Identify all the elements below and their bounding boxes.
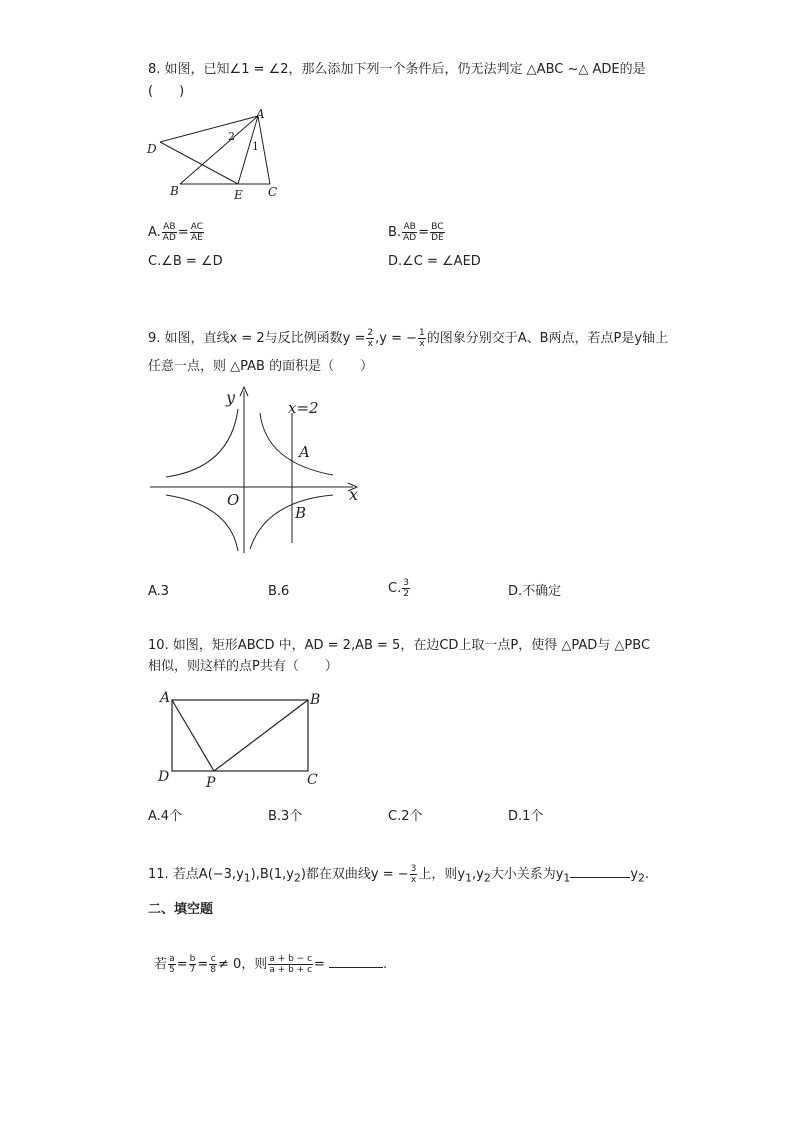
option-prefix: B. bbox=[388, 225, 402, 240]
fraction-3-over-2 bbox=[402, 578, 410, 599]
fraction-c-over-8 bbox=[209, 954, 217, 975]
equals-sign: = bbox=[314, 957, 325, 972]
q8-option-d[interactable]: D.∠C = ∠AED bbox=[388, 254, 481, 269]
label-B: B bbox=[170, 184, 179, 198]
line-AC bbox=[258, 116, 270, 184]
q8-option-c[interactable]: C.∠B = ∠D bbox=[148, 254, 223, 269]
q11-stem bbox=[148, 864, 649, 888]
denominator: DE bbox=[431, 233, 444, 243]
denominator: a + b + c bbox=[269, 965, 313, 975]
label-origin: O bbox=[227, 491, 240, 509]
label-y: y bbox=[226, 388, 236, 407]
numerator: BC bbox=[431, 222, 444, 232]
numerator: 2 bbox=[367, 328, 374, 338]
q10-option-a[interactable]: A.4个 bbox=[148, 809, 183, 824]
equals-sign: = bbox=[176, 957, 188, 972]
denominator: 8 bbox=[210, 965, 217, 975]
answer-blank[interactable] bbox=[570, 865, 630, 878]
q9-figure bbox=[148, 383, 368, 558]
q10-figure bbox=[150, 686, 330, 794]
q10-option-c[interactable]: C.2个 bbox=[388, 809, 423, 824]
label-angle-1: 1 bbox=[252, 140, 259, 153]
fraction-expression bbox=[268, 954, 313, 975]
line-AP bbox=[172, 700, 214, 771]
label-D: D bbox=[147, 142, 157, 156]
q11-text: y bbox=[630, 867, 639, 882]
label-D: D bbox=[158, 769, 170, 785]
label-B: B bbox=[310, 692, 321, 708]
q9-option-b[interactable]: B.6 bbox=[268, 584, 290, 599]
fraction-b-over-7 bbox=[189, 954, 197, 975]
q11-text: . bbox=[644, 867, 650, 882]
fraction-a-over-5 bbox=[168, 954, 176, 975]
subscript: 2 bbox=[483, 871, 491, 885]
denominator: AD bbox=[403, 233, 417, 243]
numerator: AC bbox=[190, 222, 204, 232]
numerator: AB bbox=[403, 222, 416, 232]
q9-option-d[interactable]: D.不确定 bbox=[508, 584, 562, 599]
denominator: 2 bbox=[403, 589, 409, 599]
numerator: 3 bbox=[403, 578, 409, 588]
subscript: 1 bbox=[243, 871, 251, 885]
q9-text-part2: ,y = − bbox=[375, 331, 418, 346]
label-A: A bbox=[160, 690, 171, 706]
equals-sign: = bbox=[197, 957, 209, 972]
denominator: 5 bbox=[169, 965, 175, 975]
fraction-3-over-x bbox=[410, 864, 418, 885]
q8-option-b[interactable] bbox=[388, 222, 446, 243]
label-A: A bbox=[299, 443, 310, 461]
fill1-text: . bbox=[382, 957, 388, 972]
q10-option-d[interactable]: D.1个 bbox=[508, 809, 544, 824]
label-P: P bbox=[206, 775, 216, 791]
option-prefix: A. bbox=[148, 225, 161, 240]
q11-text: ),B(1,y bbox=[250, 867, 294, 882]
answer-blank[interactable] bbox=[329, 955, 383, 968]
label-x: x bbox=[349, 485, 359, 504]
label-E: E bbox=[234, 188, 243, 202]
subscript: 2 bbox=[293, 871, 301, 885]
numerator: AB bbox=[163, 222, 176, 232]
label-C: C bbox=[307, 772, 318, 788]
q11-text: 11. 若点A(−3,y bbox=[148, 867, 244, 882]
q8-stem-line2: ( ) bbox=[148, 84, 185, 99]
denominator: 7 bbox=[189, 965, 196, 975]
fraction bbox=[430, 222, 445, 243]
denominator: AD bbox=[162, 233, 176, 243]
numerator: 3 bbox=[410, 864, 417, 874]
q8-figure bbox=[140, 104, 290, 204]
equals-sign: = bbox=[177, 225, 189, 240]
q9-stem-line2: 任意一点，则 △PAB 的面积是（ ） bbox=[148, 359, 374, 374]
numerator: b bbox=[189, 954, 196, 964]
line-BP bbox=[214, 700, 308, 771]
numerator: 1 bbox=[419, 328, 425, 338]
q9-stem-line1 bbox=[148, 328, 668, 349]
label-B: B bbox=[295, 504, 307, 522]
q9-option-a[interactable]: A.3 bbox=[148, 584, 170, 599]
q9-option-c[interactable] bbox=[388, 578, 411, 599]
denominator: x bbox=[367, 339, 373, 349]
denominator: x bbox=[410, 875, 417, 885]
label-angle-2: 2 bbox=[228, 130, 235, 143]
q10-stem-line1: 10. 如图，矩形ABCD 中，AD = 2,AB = 5，在边CD上取一点P，使得 △PAD与 △PBC bbox=[148, 638, 651, 653]
q9-text-part1: 9. 如图，直线x = 2与反比例函数y = bbox=[148, 331, 366, 346]
q9-text-part3: 的图象分别交于A、B两点，若点P是y轴上 bbox=[426, 331, 669, 346]
numerator: a bbox=[169, 954, 175, 964]
subscript: 2 bbox=[638, 871, 645, 885]
subscript: 1 bbox=[465, 871, 472, 885]
q11-text: ,y bbox=[472, 867, 484, 882]
label-A: A bbox=[256, 107, 265, 121]
fraction bbox=[190, 222, 204, 243]
fill1-text: ≠ 0，则 bbox=[218, 957, 268, 972]
denominator: AE bbox=[191, 233, 203, 243]
option-prefix: C. bbox=[388, 581, 402, 596]
section-title: 二、填空题 bbox=[148, 902, 214, 917]
subscript: 1 bbox=[563, 871, 571, 885]
line-DE bbox=[160, 142, 238, 184]
q10-stem-line2: 相似，则这样的点P共有（ ） bbox=[148, 659, 338, 674]
q10-option-b[interactable]: B.3个 bbox=[268, 809, 303, 824]
fraction-1-over-x bbox=[418, 328, 426, 349]
hyperbola-branch-q1 bbox=[260, 413, 333, 475]
numerator: a + b − c bbox=[269, 954, 313, 964]
q8-option-a[interactable] bbox=[148, 222, 205, 243]
q11-text: 上，则y bbox=[418, 867, 466, 882]
fraction bbox=[162, 222, 177, 243]
label-x-equals-2: x=2 bbox=[288, 399, 319, 417]
numerator: c bbox=[210, 954, 216, 964]
fraction bbox=[402, 222, 417, 243]
q11-text: 大小关系为y bbox=[490, 867, 564, 882]
fill-question-1 bbox=[154, 954, 387, 975]
equals-sign: = bbox=[418, 225, 430, 240]
q11-text: )都在双曲线y = − bbox=[300, 867, 409, 882]
q8-stem-line1: 8. 如图，已知∠1 = ∠2，那么添加下列一个条件后，仍无法判定 △ABC ~△ ADE的是 bbox=[148, 62, 646, 77]
denominator: x bbox=[419, 339, 425, 349]
hyperbola-branch-q2 bbox=[166, 409, 238, 477]
label-C: C bbox=[268, 185, 278, 199]
fill1-text: 若 bbox=[154, 957, 168, 972]
fraction-2-over-x bbox=[366, 328, 374, 349]
